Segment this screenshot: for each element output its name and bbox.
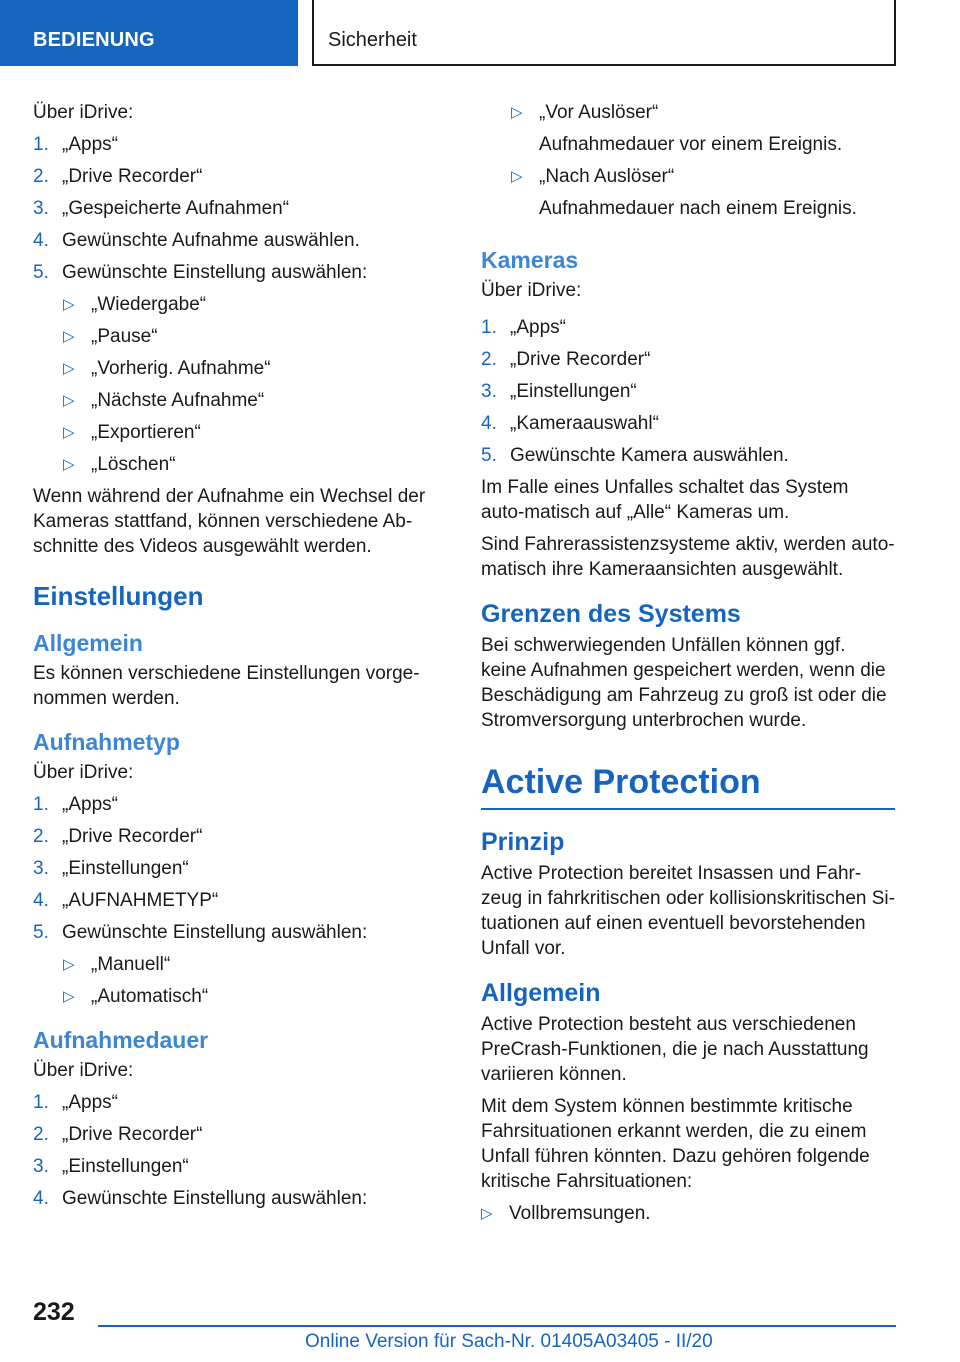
options-list <box>511 100 895 221</box>
list-item: ▷ „Automatisch“ <box>63 986 209 1007</box>
kameras-text: Sind Fahrerassistenzsysteme aktiv, werden auto-matisch ihre Kameraansichten ausgewählt. <box>481 534 895 580</box>
allgemein-text: Mit dem System können bestimmte kritische Fahrsituationen erkannt werden, die zu einem Unfall führen könnten. Dazu gehören folgende kritische Fahrsituationen: <box>481 1096 870 1192</box>
heading-kameras: Kameras <box>481 247 579 273</box>
list-item: ▷ „Nächste Aufnahme“ <box>63 390 265 411</box>
list-item: 4. „AUFNAHMETYP“ <box>33 890 219 911</box>
footer-text: Online Version für Sach-Nr. 01405A03405 - II/20 <box>305 1331 713 1352</box>
triangle-bullet-icon: ▷ <box>63 392 75 409</box>
list-item: 5. Gewünschte Einstellung auswählen: <box>33 922 368 943</box>
intro-text: Über iDrive: <box>33 102 134 123</box>
heading-aufnahmetyp: Aufnahmetyp <box>33 729 180 755</box>
list-item: ▷ Vollbremsungen. <box>481 1203 651 1224</box>
list-item: 3. „Einstellungen“ <box>481 381 637 402</box>
allgemein-text: Es können verschiedene Einstellungen vorge-nommen werden. <box>33 663 420 709</box>
triangle-bullet-icon: ▷ <box>63 956 75 973</box>
list-item: ▷ „Exportieren“ <box>63 422 201 443</box>
list-item: ▷ „Wiedergabe“ <box>63 294 207 315</box>
heading-active-protection: Active Protection <box>481 763 895 810</box>
triangle-bullet-icon: ▷ <box>511 168 523 185</box>
triangle-bullet-icon: ▷ <box>63 296 75 313</box>
heading-allgemein: Allgemein <box>481 979 601 1007</box>
chapter-title: Sicherheit <box>312 0 896 66</box>
triangle-bullet-icon: ▷ <box>63 456 75 473</box>
list-item: ▷ „Manuell“ <box>63 954 171 975</box>
options-list <box>481 1201 895 1226</box>
intro-text: Über iDrive: <box>481 280 582 301</box>
left-column <box>33 100 433 1218</box>
heading-prinzip: Prinzip <box>481 828 565 856</box>
heading-allgemein: Allgemein <box>33 630 143 656</box>
list-item: 3. „Gespeicherte Aufnahmen“ <box>33 198 290 219</box>
heading-aufnahmedauer: Aufnahmedauer <box>33 1027 209 1053</box>
options-list <box>63 952 433 1009</box>
steps-list <box>33 132 433 285</box>
list-item: 1. „Apps“ <box>33 794 118 815</box>
list-item: 3. „Einstellungen“ <box>33 1156 189 1177</box>
prinzip-text: Active Protection bereitet Insassen und Fahr-zeug in fahrkritischen oder kollisionskritischen Si-tuationen auf einen eventuell bevorstehenden Unfall vor. <box>481 863 895 959</box>
steps-list <box>481 315 895 468</box>
page-number: 232 <box>33 1298 75 1326</box>
triangle-bullet-icon: ▷ <box>481 1205 493 1222</box>
list-item: 2. „Drive Recorder“ <box>481 349 651 370</box>
allgemein-text: Active Protection besteht aus verschiedenen PreCrash-Funktionen, die je nach Ausstattung variieren können. <box>481 1014 869 1085</box>
intro-text: Über iDrive: <box>33 762 134 783</box>
list-item: 4. Gewünschte Einstellung auswählen: <box>33 1188 368 1209</box>
list-item: 1. „Apps“ <box>33 1092 118 1113</box>
list-item: ▷ „Nach Auslöser“ Aufnahmedauer nach einem Ereignis. <box>511 166 857 219</box>
heading-grenzen: Grenzen des Systems <box>481 600 741 628</box>
list-item: ▷ „Vor Auslöser“ Aufnahmedauer vor einem Ereignis. <box>511 102 843 155</box>
list-item: 5. Gewünschte Einstellung auswählen: <box>33 262 368 283</box>
list-item: 4. „Kameraauswahl“ <box>481 413 659 434</box>
grenzen-text: Bei schwerwiegenden Unfällen können ggf. keine Aufnahmen gespeichert werden, wenn die Beschädigung am Fahrzeug zu groß ist oder die Stromversorgung unterbrochen wurde. <box>481 635 887 731</box>
intro-text: Über iDrive: <box>33 1060 134 1081</box>
steps-list <box>33 1090 433 1211</box>
list-item: 1. „Apps“ <box>481 317 566 338</box>
list-item: 2. „Drive Recorder“ <box>33 826 203 847</box>
list-item: 2. „Drive Recorder“ <box>33 166 203 187</box>
list-item: ▷ „Vorherig. Aufnahme“ <box>63 358 271 379</box>
triangle-bullet-icon: ▷ <box>63 424 75 441</box>
list-item: 2. „Drive Recorder“ <box>33 1124 203 1145</box>
list-item: 5. Gewünschte Kamera auswählen. <box>481 445 789 466</box>
steps-list <box>33 792 433 945</box>
kameras-text: Im Falle eines Unfalles schaltet das System auto-matisch auf „Alle“ Kameras um. <box>481 477 849 523</box>
triangle-bullet-icon: ▷ <box>63 360 75 377</box>
heading-einstellungen: Einstellungen <box>33 581 204 611</box>
triangle-bullet-icon: ▷ <box>511 104 523 121</box>
triangle-bullet-icon: ▷ <box>63 328 75 345</box>
right-column <box>481 100 895 1233</box>
section-tab: BEDIENUNG <box>0 0 298 66</box>
list-item: ▷ „Löschen“ <box>63 454 176 475</box>
list-item: ▷ „Pause“ <box>63 326 158 347</box>
footer-divider <box>98 1325 896 1327</box>
triangle-bullet-icon: ▷ <box>63 988 75 1005</box>
options-list <box>63 292 433 477</box>
note-text: Wenn während der Aufnahme ein Wechsel der Kameras stattfand, können verschiedene Ab-schnitte des Videos ausgewählt werden. <box>33 486 426 557</box>
list-item: 4. Gewünschte Aufnahme auswählen. <box>33 230 360 251</box>
list-item: 3. „Einstellungen“ <box>33 858 189 879</box>
list-item: 1. „Apps“ <box>33 134 118 155</box>
